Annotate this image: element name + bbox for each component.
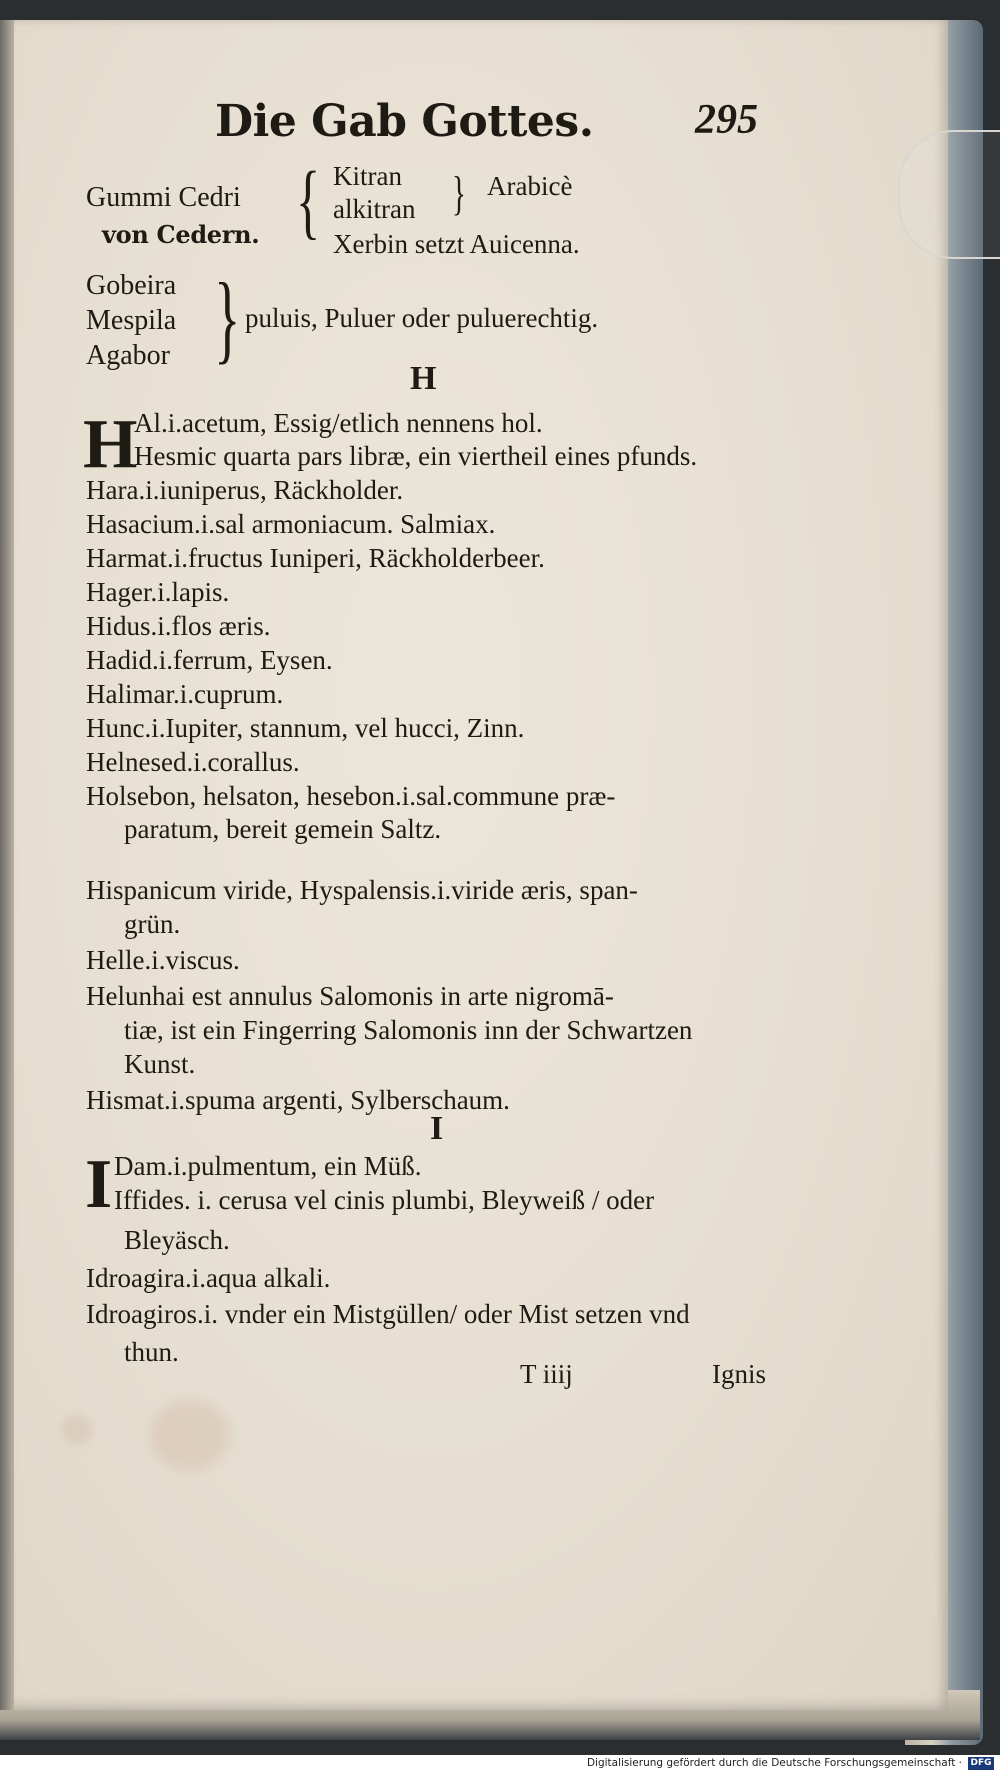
entry-agabor: Agabor	[86, 340, 170, 371]
entry-alkitran: alkitran	[333, 194, 416, 224]
entry-line: Idroagiros.i. vnder ein Mistgüllen/ oder Mist setzen vnd	[86, 1299, 690, 1329]
entry-gummi-cedri-german: von Cedern.	[102, 220, 260, 249]
drop-initial-h: H	[83, 406, 138, 483]
signature-mark: T iiij	[520, 1359, 573, 1389]
entry-line: Hadid.i.ferrum, Eysen.	[86, 645, 333, 675]
entry-line: Harmat.i.fructus Iuniperi, Räckholderbeer.	[86, 543, 545, 573]
entry-line: Hasacium.i.sal armoniacum. Salmiax.	[86, 509, 496, 539]
entry-puluis: puluis, Puluer oder puluerechtig.	[245, 303, 599, 333]
entry-line: Hesmic quarta pars libræ, ein viertheil eines pfunds.	[134, 441, 698, 471]
page-clip-tab	[898, 130, 1000, 259]
book-binding-edge	[0, 20, 14, 1710]
catchword: Ignis	[712, 1359, 766, 1389]
paper-stain	[62, 1415, 92, 1445]
drop-initial-i: I	[85, 1146, 113, 1223]
entry-line: Hager.i.lapis.	[86, 577, 230, 607]
entry-line: Halimar.i.cuprum.	[86, 679, 284, 709]
section-heading-i: I	[430, 1110, 444, 1147]
section-heading-h: H	[410, 360, 437, 397]
entry-line: Helnesed.i.corallus.	[86, 747, 300, 777]
entry-line: Helle.i.viscus.	[86, 945, 240, 975]
entry-mespila: Mespila	[86, 305, 177, 336]
entry-line: paratum, bereit gemein Saltz.	[124, 814, 442, 844]
entry-line: Bleyäsch.	[124, 1225, 230, 1255]
entry-line: Hunc.i.Iupiter, stannum, vel hucci, Zinn.	[86, 713, 525, 743]
entry-line: Dam.i.pulmentum, ein Müß.	[114, 1151, 422, 1181]
entry-line: Hara.i.iuniperus, Räckholder.	[86, 475, 404, 505]
entry-kitran: Kitran	[333, 161, 402, 191]
page-number: 295	[695, 97, 758, 143]
entry-line: Hidus.i.flos æris.	[86, 611, 271, 641]
paper-stain	[150, 1400, 230, 1470]
entry-line: Kunst.	[124, 1049, 196, 1079]
entry-line: Helunhai est annulus Salomonis in arte nigromā-	[86, 981, 614, 1011]
entry-xerbin: Xerbin setzt Auicenna.	[333, 229, 580, 259]
entry-line: Al.i.acetum, Essig/etlich nennens hol.	[134, 408, 543, 438]
entry-gummi-cedri: Gummi Cedri	[86, 182, 241, 213]
digitization-credit: Digitalisierung gefördert durch die Deutsche Forschungsgemeinschaft ·	[586, 1757, 962, 1769]
brace-right: }	[214, 262, 241, 373]
entry-arabice: Arabicè	[487, 171, 573, 201]
brace-right: }	[452, 167, 466, 220]
entry-line: Hismat.i.spuma argenti, Sylberschaum.	[86, 1085, 510, 1115]
entry-line: Iffides. i. cerusa vel cinis plumbi, Bleyweiß / oder	[114, 1185, 655, 1215]
dfg-logo: DFG	[968, 1757, 994, 1770]
entry-line: Hispanicum viride, Hyspalensis.i.viride æris, span-	[86, 875, 638, 905]
brace-left: {	[296, 155, 321, 248]
entry-line: Idroagira.i.aqua alkali.	[86, 1263, 331, 1293]
entry-line: tiæ, ist ein Fingerring Salomonis inn der Schwartzen	[124, 1015, 693, 1045]
running-head: Die Gab Gottes.	[215, 96, 594, 147]
entry-gobeira: Gobeira	[86, 270, 177, 301]
entry-line: grün.	[124, 909, 181, 939]
entry-line: Holsebon, helsaton, hesebon.i.sal.commune præ-	[86, 781, 616, 811]
entry-line: thun.	[124, 1337, 179, 1367]
